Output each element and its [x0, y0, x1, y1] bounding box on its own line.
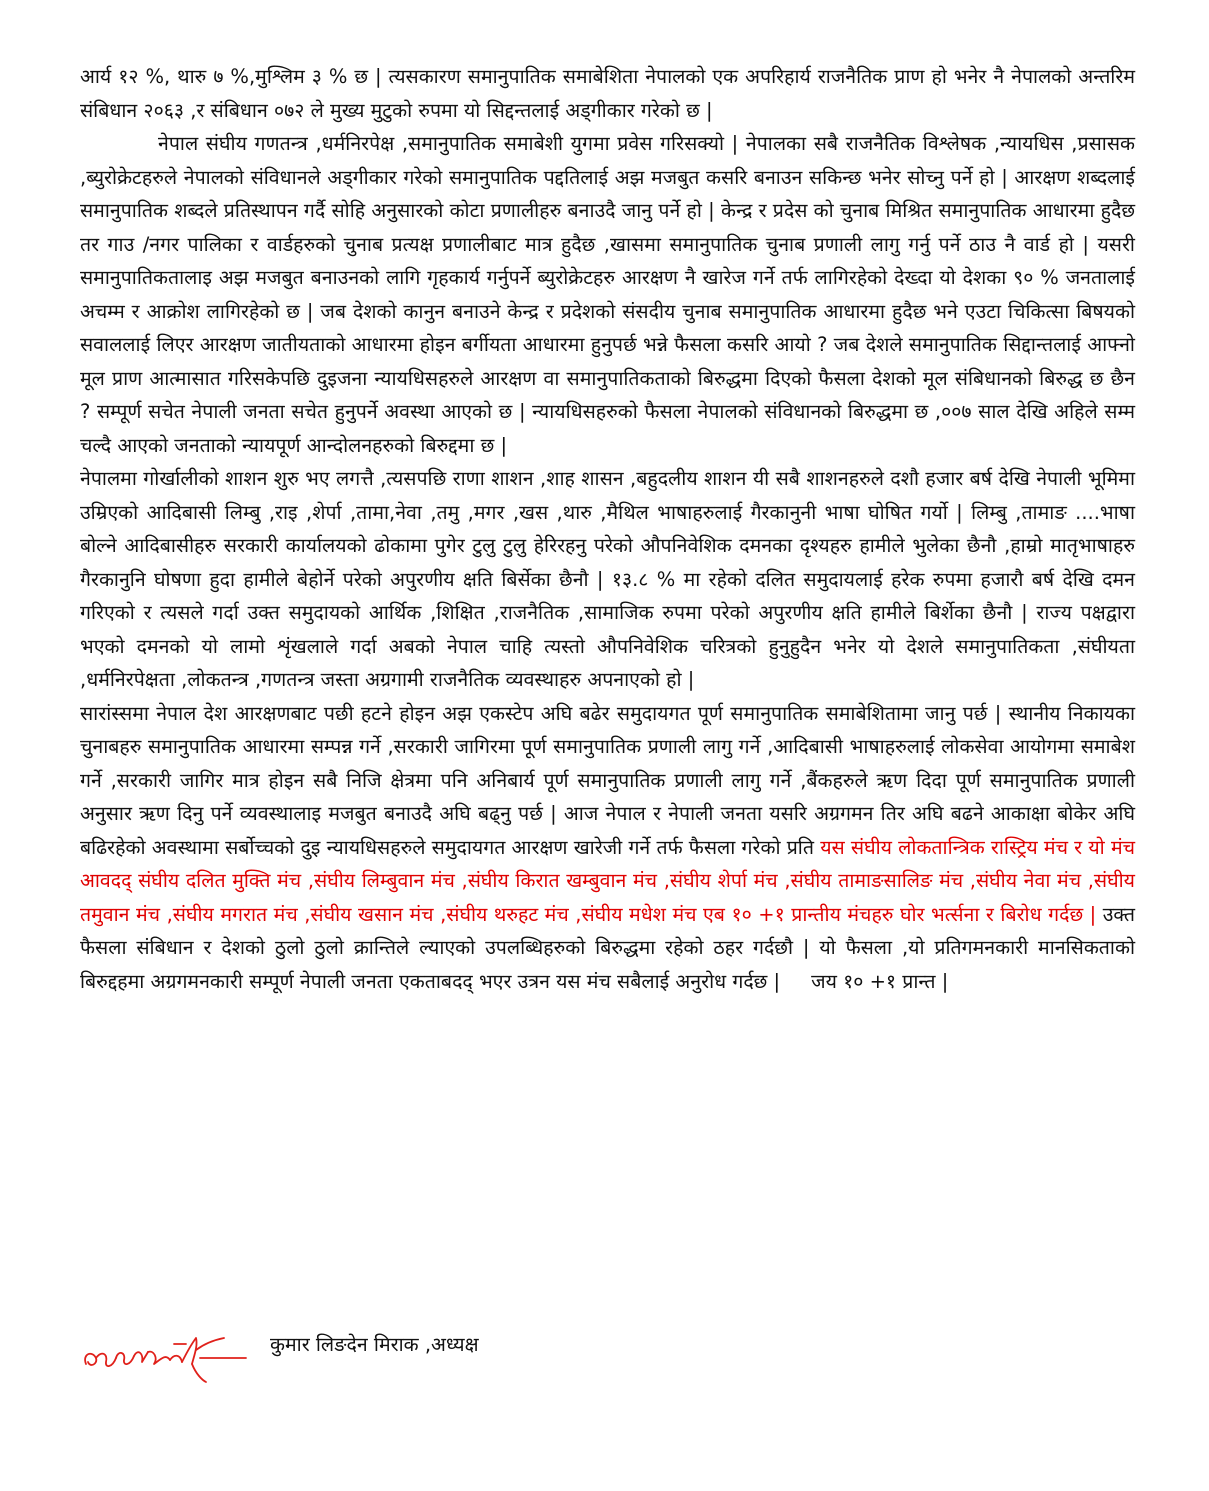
paragraph-4 — [80, 697, 1135, 999]
paragraph-1: आर्य १२ %, थारु ७ %,मुश्लिम ३ % छ | त्यसकारण समानुपातिक समाबेशिता नेपालको एक अपरिहार्य राजनैतिक प्राण हो भनेर नै नेपालको अन्तरिम संबिधान २०६३ ,र संबिधान ०७२ ले मुख्य मुटुको रुपमा यो सिद्दन्तलाई अड्गीकार गरेको छ | — [80, 65, 1135, 122]
condemnation-statement: यस संघीय लोकतान्त्रिक रास्ट्रिय मंच र यो मंच आवदद् संघीय दलित मुक्ति मंच ,संघीय लिम्बुवान मंच ,संघीय किरात खम्बुवान मंच ,संघीय शेर्पा मंच ,संघीय तामाङसालिङ मंच ,संघीय नेवा मंच ,संघीय तमुवान मंच ,संघीय मगरात मंच ,संघीय खसान मंच ,संघीय थरुहट मंच ,संघीय मधेश मंच एब १० +१ प्रान्तीय मंचहरु घोर भर्त्सना र बिरोध गर्दछ | — [80, 835, 1135, 926]
paragraph-2: नेपाल संघीय गणतन्त्र ,धर्मनिरपेक्ष ,समानुपातिक समाबेशी युगमा प्रवेस गरिसक्यो | नेपालका सबै राजनैतिक विश्लेषक ,न्यायधिस ,प्रसासक ,ब्युरोक्रेटहरुले नेपालको संविधानले अड्गीकार गरेको समानुपातिक पद्दतिलाई अझ मजबुत कसरि बनाउन सकिन्छ भनेर सोच्नु पर्ने हो | आरक्षण शब्दलाई समानुपातिक शब्दले प्रतिस्थापन गर्दै सोहि अनुसारको कोटा प्रणालीहरु बनाउदै जानु पर्ने हो | केन्द्र र प्रदेस को चुनाब मिश्रित समानुपातिक आधारमा हुदैछ तर गाउ /नगर पालिका र वार्डहरुको चुनाब प्रत्यक्ष प्रणालीबाट मात्र हुदैछ ,खासमा समानुपातिक चुनाब प्रणाली लागु गर्नु पर्ने ठाउ नै वार्ड हो | यसरी समानुपातिकतालाइ अझ मजबुत बनाउनको लागि गृहकार्य गर्नुपर्ने ब्युरोक्रेटहरु आरक्षण नै खारेज गर्ने तर्फ लागिरहेको देख्दा यो देशका ९० % जनतालाई अचम्म र आक्रोश लागिरहेको छ | जब देशको कानुन बनाउने केन्द्र र प्रदेशको संसदीय चुनाब समानुपातिक आधारमा हुदैछ भने एउटा चिकित्सा बिषयको सवाललाई लिएर आरक्षण जातीयताको आधारमा होइन बर्गीयता आधारमा हुनुपर्छ भन्ने फैसला कसरि आयो ? जब देशले समानुपातिक सिद्दान्तलाई आफ्नो मूल प्राण आत्मासात गरिसकेपछि दुइजना न्यायधिसहरुले आरक्षण वा समानुपातिकताको बिरुद्धमा दिएको फैसला देशको मूल संबिधानको बिरुद्ध छ छैन ? सम्पूर्ण सचेत नेपाली जनता सचेत हुनुपर्ने अवस्था आएको छ | न्यायधिसहरुको फैसला नेपालको संविधानको बिरुद्धमा छ ,००७ साल देखि अहिले सम्म चल्दै आएको जनताको न्यायपूर्ण आन्दोलनहरुको बिरुद्दमा छ | — [80, 132, 1135, 457]
paragraph-4-lead: सारांस्समा नेपाल देश आरक्षणबाट पछी हटने होइन अझ एकस्टेप अघि बढेर समुदायगत पूर्ण समानुपातिक समाबेशितामा जानु पर्छ | स्थानीय निकायका चुनाबहरु समानुपातिक आधारमा सम्पन्न गर्ने ,सरकारी जागिरमा पूर्ण समानुपातिक प्रणाली लागु गर्ने ,आदिबासी भाषाहरुलाई लोकसेवा आयोगमा समाबेश गर्ने ,सरकारी जागिर मात्र होइन सबै निजि क्षेत्रमा पनि अनिबार्य पूर्ण समानुपातिक प्रणाली लागु गर्ने ,बैंकहरुले ऋण दिदा पूर्ण समानुपातिक प्रणाली अनुसार ऋण दिनु पर्ने व्यवस्थालाइ मजबुत बनाउदै अघि बढ्नु पर्छ | आज नेपाल र नेपाली जनता यसरि अग्रगमन तिर अघि बढने आकाक्षा बोकेर अघि बढिरहेको अवस्थामा सर्बोच्चको दुइ न्यायधिसहरुले समुदायगत आरक्षण खारेजी गर्ने तर्फ फैसला गरेको प्रति — [80, 701, 1135, 859]
signature-icon — [78, 1324, 248, 1386]
paragraph-4-tail: उक्त फैसला संबिधान र देशको ठुलो ठुलो क्रान्तिले ल्याएको उपलब्धिहरुको बिरुद्धमा रहेको ठहर गर्दछौ | यो फैसला ,यो प्रतिगमनकारी मानसिकताको बिरुद्दहमा अग्रगमनकारी सम्पूर्ण नेपाली जनता एकताबदद् भएर उत्रन यस मंच सबैलाई अनुरोध गर्दछ | — [80, 902, 1136, 993]
signatory-name: कुमार लिङदेन मिराक ,अध्यक्ष — [270, 1333, 479, 1356]
letter-body — [80, 60, 1135, 998]
signature-block — [78, 1322, 778, 1392]
paragraph-3: नेपालमा गोर्खालीको शाशन शुरु भए लगत्तै ,त्यसपछि राणा शाशन ,शाह शासन ,बहुदलीय शाशन यी सबै शाशनहरुले दशौ हजार बर्ष देखि नेपाली भूमिमा उम्रिएको आदिबासी लिम्बु ,राइ ,शेर्पा ,तामा,नेवा ,तमु ,मगर ,खस ,थारु ,मैथिल भाषाहरुलाई गैरकानुनी भाषा घोषित गर्यो | लिम्बु ,तामाङ ....भाषा बोल्ने आदिबासीहरु सरकारी कार्यालयको ढोकामा पुगेर टुलु टुलु हेरिरहनु परेको औपनिवेशिक दमनका दृश्यहरु हामीले भुलेका छैनौ ,हाम्रो मातृभाषाहरु गैरकानुनि घोषणा हुदा हामीले बेहोर्ने परेको अपुरणीय क्षति बिर्सेका छैनौ | १३.८ % मा रहेको दलित समुदायलाई हरेक रुपमा हजारौ बर्ष देखि दमन गरिएको र त्यसले गर्दा उक्त समुदायको आर्थिक ,शिक्षित ,राजनैतिक ,सामाजिक रुपमा परेको अपुरणीय क्षति हामीले बिर्शेका छैनौ | राज्य पक्षद्वारा भएको दमनको यो लामो शृंखलाले गर्दा अबको नेपाल चाहि त्यस्तो औपनिवेशिक चरित्रको हुनुहुदैन भनेर यो देशले समानुपातिकता ,संघीयता ,धर्मनिरपेक्षता ,लोकतन्त्र ,गणतन्त्र जस्ता अग्रगामी राजनैतिक व्यवस्थाहरु अपनाएको हो | — [80, 467, 1135, 691]
closing-slogan: जय १० +१ प्रान्त | — [811, 969, 949, 993]
